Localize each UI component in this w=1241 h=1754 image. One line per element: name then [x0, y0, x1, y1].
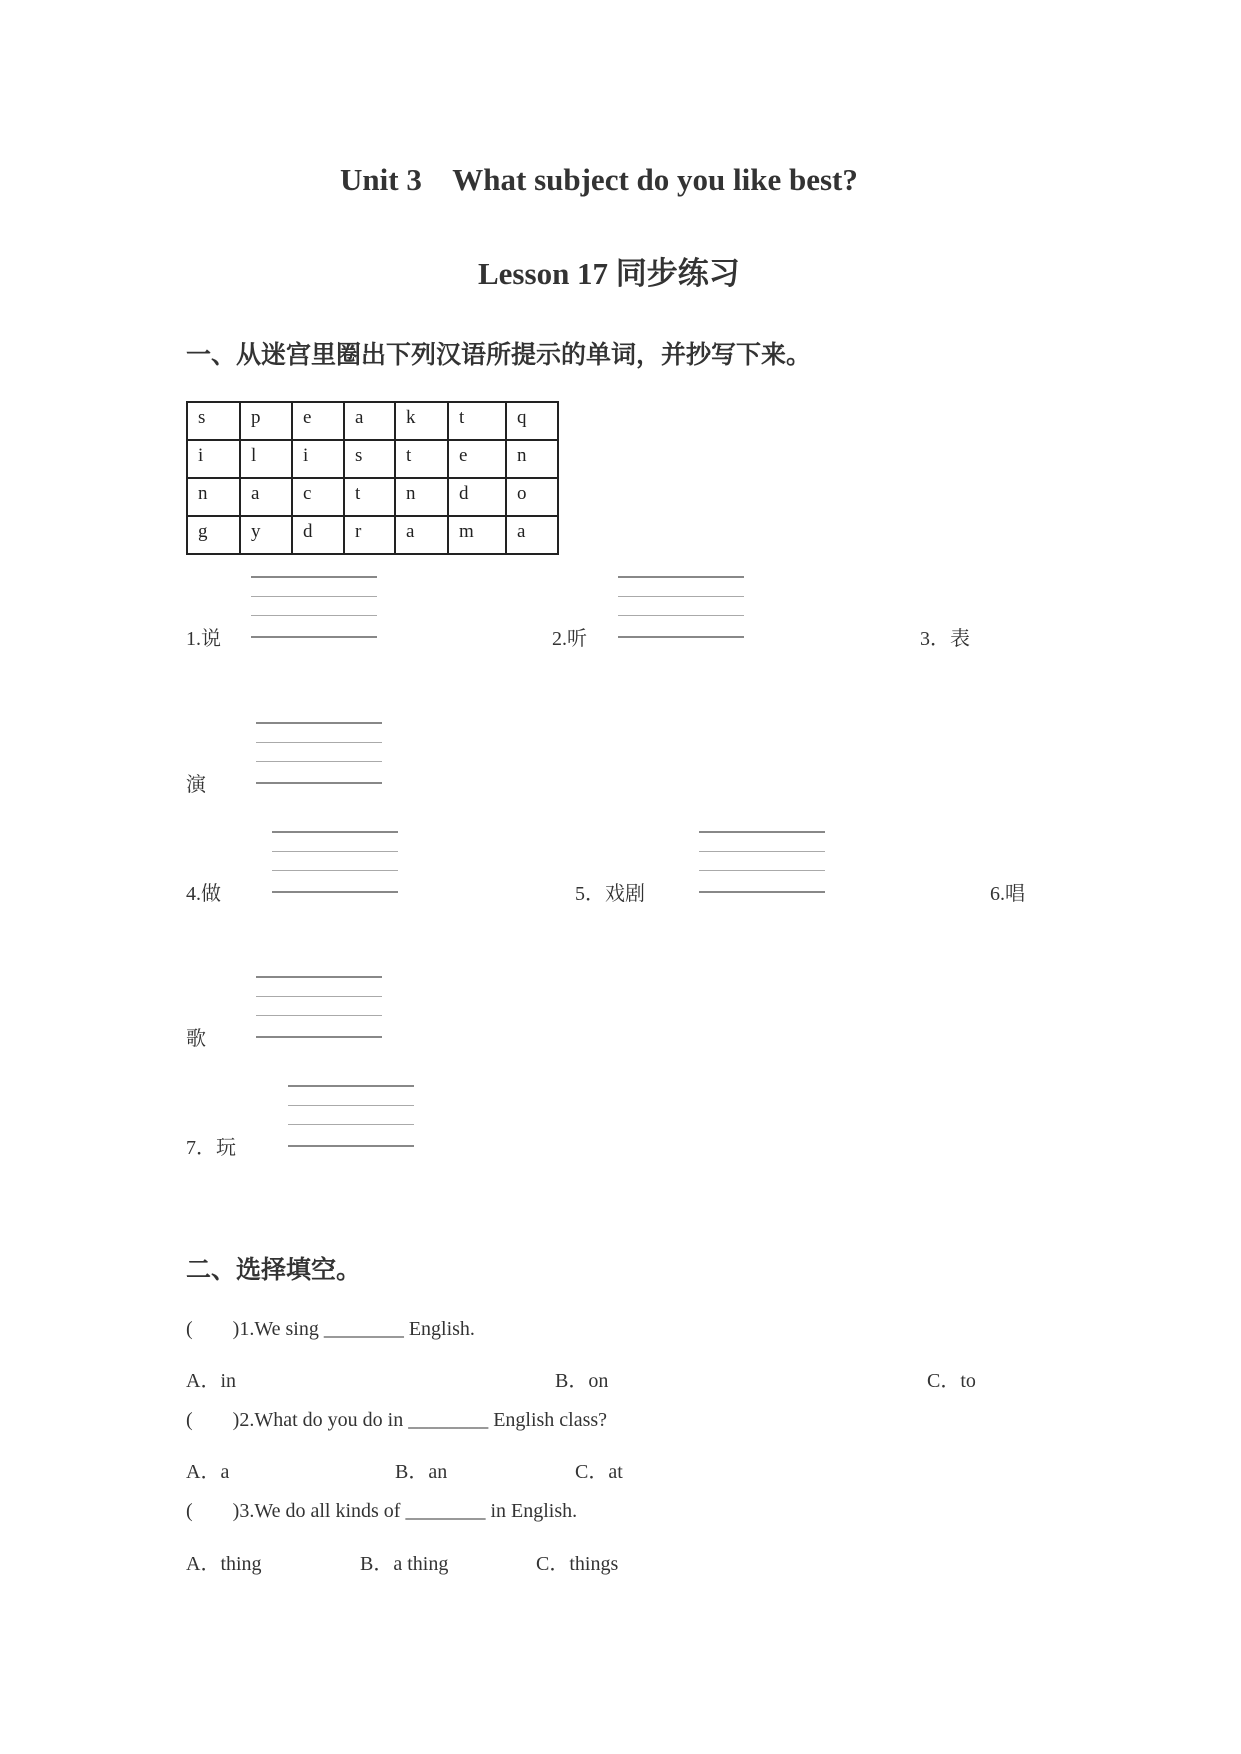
writing-lines[interactable]: [288, 1085, 414, 1149]
maze-cell[interactable]: m: [448, 516, 506, 554]
option-b[interactable]: B．on: [555, 1370, 609, 1392]
item-label: 6.唱: [990, 883, 1025, 905]
maze-row: [187, 440, 558, 478]
page-subtitle: Lesson 17 同步练习: [478, 256, 740, 291]
maze-cell[interactable]: i: [292, 440, 344, 478]
maze-cell[interactable]: a: [240, 478, 292, 516]
maze-cell[interactable]: s: [344, 440, 395, 478]
maze-cell[interactable]: c: [292, 478, 344, 516]
item-label: 歌: [186, 1028, 206, 1050]
writing-lines[interactable]: [256, 722, 382, 786]
maze-cell[interactable]: n: [506, 440, 558, 478]
maze-cell[interactable]: d: [292, 516, 344, 554]
item-label: 7．玩: [186, 1137, 236, 1159]
maze-cell[interactable]: g: [187, 516, 240, 554]
writing-lines[interactable]: [256, 976, 382, 1040]
option-c[interactable]: C．things: [536, 1553, 619, 1575]
maze-cell[interactable]: l: [240, 440, 292, 478]
maze-cell[interactable]: t: [344, 478, 395, 516]
maze-cell[interactable]: t: [395, 440, 448, 478]
maze-cell[interactable]: a: [506, 516, 558, 554]
writing-lines[interactable]: [251, 576, 377, 640]
question-stem: ( )3.We do all kinds of ________ in English.: [186, 1500, 578, 1522]
item-label: 4.做: [186, 883, 221, 905]
maze-row: [187, 516, 558, 554]
writing-lines[interactable]: [618, 576, 744, 640]
option-c[interactable]: C．at: [575, 1461, 623, 1483]
option-a[interactable]: A．in: [186, 1370, 236, 1392]
option-a[interactable]: A．a: [186, 1461, 230, 1483]
maze-cell[interactable]: y: [240, 516, 292, 554]
maze-row: [187, 478, 558, 516]
maze-cell[interactable]: k: [395, 402, 448, 440]
item-label: 2.听: [552, 628, 587, 650]
maze-cell[interactable]: n: [395, 478, 448, 516]
maze-cell[interactable]: a: [395, 516, 448, 554]
maze-cell[interactable]: a: [344, 402, 395, 440]
option-c[interactable]: C．to: [927, 1370, 976, 1392]
maze-cell[interactable]: o: [506, 478, 558, 516]
item-label: 1.说: [186, 628, 221, 650]
option-b[interactable]: B．an: [395, 1461, 448, 1483]
item-label: 演: [186, 774, 206, 796]
writing-lines[interactable]: [699, 831, 825, 895]
option-a[interactable]: A．thing: [186, 1553, 262, 1575]
section-1-heading: 一、从迷宫里圈出下列汉语所提示的单词，并抄写下来。: [186, 340, 812, 369]
option-b[interactable]: B．a thing: [360, 1553, 449, 1575]
section-2-heading: 二、选择填空。: [186, 1255, 362, 1284]
maze-cell[interactable]: i: [187, 440, 240, 478]
item-label: 5．戏剧: [575, 883, 645, 905]
maze-cell[interactable]: s: [187, 402, 240, 440]
word-maze: [186, 401, 559, 555]
page-title: Unit 3 What subject do you like best?: [340, 162, 858, 197]
item-label: 3．表: [920, 628, 970, 650]
maze-cell[interactable]: e: [292, 402, 344, 440]
question-stem: ( )1.We sing ________ English.: [186, 1318, 475, 1340]
maze-cell[interactable]: e: [448, 440, 506, 478]
maze-cell[interactable]: r: [344, 516, 395, 554]
writing-lines[interactable]: [272, 831, 398, 895]
maze-cell[interactable]: d: [448, 478, 506, 516]
maze-cell[interactable]: q: [506, 402, 558, 440]
maze-row: [187, 402, 558, 440]
maze-cell[interactable]: t: [448, 402, 506, 440]
question-stem: ( )2.What do you do in ________ English class?: [186, 1409, 608, 1431]
maze-cell[interactable]: p: [240, 402, 292, 440]
maze-cell[interactable]: n: [187, 478, 240, 516]
